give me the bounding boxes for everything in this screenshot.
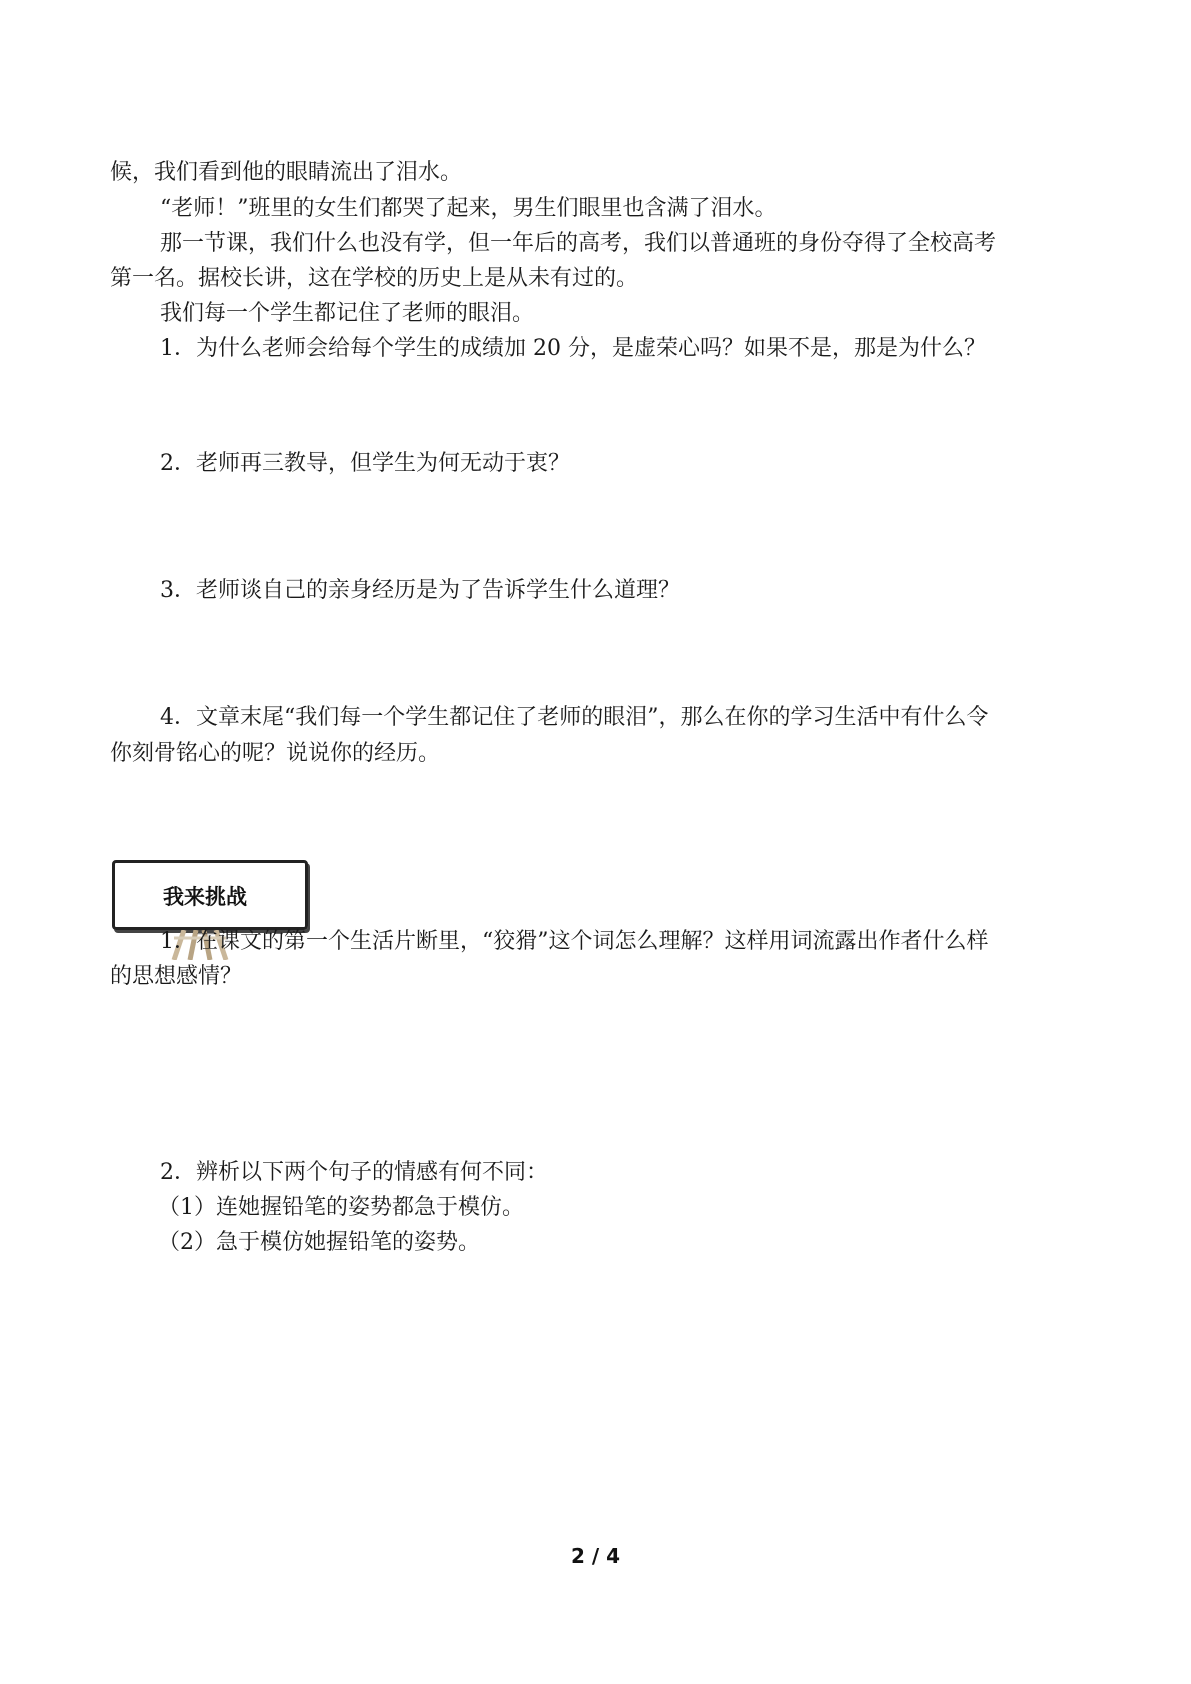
passage-line: “老师！”班里的女生们都哭了起来，男生们眼里也含满了泪水。 [160, 196, 777, 221]
passage-line: 第一名。据校长讲，这在学校的历史上是从未有过的。 [110, 266, 639, 291]
challenge-question-1: 1．在课文的第一个生活片断里，“狡猾”这个词怎么理解？这样用词流露出作者什么样 [160, 929, 989, 954]
page-number: 2 / 4 [570, 1544, 621, 1568]
challenge-question-1-continued: 的思想感情？ [110, 964, 243, 989]
sentence-1: （1）连她握铅笔的姿势都急于模仿。 [158, 1195, 524, 1220]
passage-line: 我们每一个学生都记住了老师的眼泪。 [160, 301, 535, 326]
question-2: 2．老师再三教导，但学生为何无动于衷？ [160, 451, 570, 476]
question-4-continued: 你刻骨铭心的呢？说说你的经历。 [110, 741, 441, 766]
passage-line: 候，我们看到他的眼睛流出了泪水。 [110, 160, 463, 185]
challenge-badge [112, 860, 308, 930]
passage-line: 那一节课，我们什么也没有学，但一年后的高考，我们以普通班的身份夺得了全校高考 [160, 231, 997, 256]
challenge-badge-label: 我来挑战 [163, 885, 247, 909]
question-3: 3．老师谈自己的亲身经历是为了告诉学生什么道理？ [160, 578, 680, 603]
question-4: 4．文章末尾“我们每一个学生都记住了老师的眼泪”，那么在你的学习生活中有什么令 [160, 705, 989, 730]
challenge-question-2: 2．辨析以下两个句子的情感有何不同： [160, 1160, 548, 1185]
question-1: 1．为什么老师会给每个学生的成绩加 20 分，是虚荣心吗？如果不是，那是为什么？ [160, 336, 986, 361]
sentence-2: （2）急于模仿她握铅笔的姿势。 [158, 1230, 480, 1255]
